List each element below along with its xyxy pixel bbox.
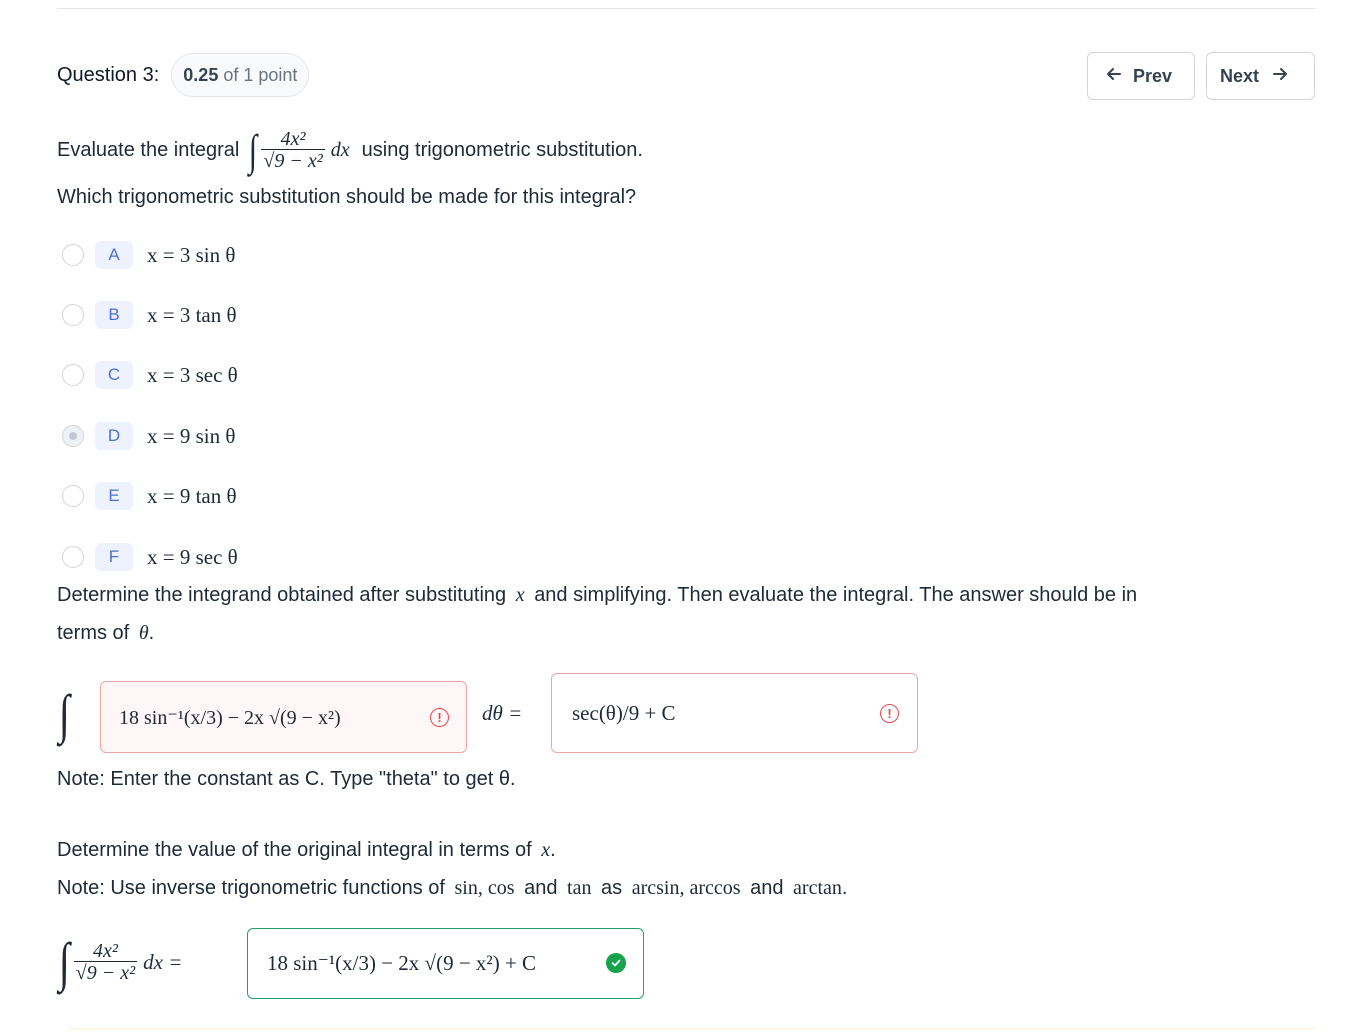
part2-instructions	[57, 584, 1137, 607]
radio-b[interactable]	[62, 304, 84, 326]
d-theta-label: dθ =	[482, 701, 523, 725]
score-suffix: of 1 point	[223, 64, 298, 85]
integral-sign: ∫	[249, 125, 258, 175]
option-letter-b: B	[95, 301, 133, 329]
option-f[interactable]	[62, 538, 362, 576]
prev-label: Prev	[1133, 65, 1173, 86]
final-answer: 18 sin⁻¹(x/3) − 2x √(9 − x²) + C	[267, 951, 537, 975]
option-b[interactable]	[62, 296, 362, 334]
arrow-left-icon	[1104, 64, 1124, 89]
part3-integral-sign: ∫	[58, 932, 70, 992]
part3-note: Note: Use inverse trigonometric functions of sin, cos and tan as arcsin, arccos and arctan.	[57, 877, 848, 899]
option-expr-c: x = 3 sec θ	[147, 362, 238, 387]
option-c[interactable]	[62, 356, 362, 394]
sub-question: Which trigonometric substitution should be made for this integral?	[57, 186, 637, 208]
arrow-right-icon	[1270, 64, 1290, 89]
part2-theta: θ	[138, 622, 149, 644]
option-expr-f: x = 9 sec θ	[147, 544, 238, 569]
option-letter-a: A	[95, 241, 133, 269]
final-answer-input[interactable]	[247, 928, 644, 999]
integrand-denominator: √9 − x²	[263, 149, 323, 172]
part3-numerator: 4x²	[93, 939, 118, 962]
radio-f[interactable]	[62, 546, 84, 568]
radio-a[interactable]	[62, 244, 84, 266]
prev-button[interactable]	[1087, 52, 1195, 100]
part2-var-x: x	[515, 584, 525, 606]
next-button[interactable]	[1206, 52, 1315, 100]
score-value: 0.25	[183, 64, 219, 85]
option-expr-a: x = 3 sin θ	[147, 242, 236, 267]
result-answer: sec(θ)/9 + C	[572, 700, 676, 725]
result-input[interactable]	[551, 673, 918, 753]
prompt-tail: using trigonometric substitution.	[361, 138, 643, 161]
part3-integral	[57, 930, 182, 994]
option-letter-c: C	[95, 361, 133, 389]
part2-text-c: terms of	[57, 622, 130, 644]
bottom-divider	[70, 1028, 1315, 1030]
radio-c[interactable]	[62, 364, 84, 386]
integrand-input[interactable]	[100, 681, 467, 753]
option-letter-d: D	[95, 422, 133, 450]
prompt-lead: Evaluate the integral	[57, 138, 240, 161]
integrand-fraction	[261, 129, 324, 172]
prompt-dx: dx	[330, 138, 350, 161]
part3-dx-equals: dx =	[143, 949, 183, 974]
part3-text: Determine the value of the original integral in terms of	[57, 839, 532, 861]
radio-e[interactable]	[62, 485, 84, 507]
part3-var-x: x	[541, 839, 551, 861]
part3-denominator: √9 − x²	[75, 961, 136, 984]
option-expr-d: x = 9 sin θ	[147, 423, 236, 448]
top-divider	[57, 8, 1315, 9]
option-d[interactable]	[62, 417, 362, 455]
option-expr-b: x = 3 tan θ	[147, 302, 237, 327]
error-icon: !	[430, 708, 449, 727]
radio-d-selected[interactable]	[62, 425, 84, 447]
part2-integral-sign: ∫	[58, 684, 70, 744]
part3-instructions: Determine the value of the original integral in terms of x.	[57, 839, 556, 861]
part2-text-b: and simplifying. Then evaluate the integral. The answer should be in	[534, 584, 1138, 606]
question-header	[57, 53, 309, 97]
part2-note: Note: Enter the constant as C. Type "theta" to get θ.	[57, 768, 516, 790]
part3-fraction	[74, 941, 137, 984]
option-letter-f: F	[95, 543, 133, 571]
option-letter-e: E	[95, 482, 133, 510]
error-icon: !	[880, 704, 899, 723]
integrand-answer: 18 sin⁻¹(x/3) − 2x √(9 − x²)	[119, 706, 341, 729]
part2-instructions-cont: terms of θ.	[57, 622, 155, 644]
option-a[interactable]	[62, 236, 362, 274]
part2-text-a: Determine the integrand obtained after substituting	[57, 584, 507, 606]
check-icon	[606, 953, 626, 973]
question-prompt	[57, 118, 643, 182]
option-e[interactable]	[62, 477, 362, 515]
question-title: Question 3:	[57, 63, 160, 86]
score-badge	[171, 53, 309, 97]
next-label: Next	[1220, 65, 1260, 86]
option-expr-e: x = 9 tan θ	[147, 483, 237, 508]
integrand-numerator: 4x²	[280, 127, 306, 150]
